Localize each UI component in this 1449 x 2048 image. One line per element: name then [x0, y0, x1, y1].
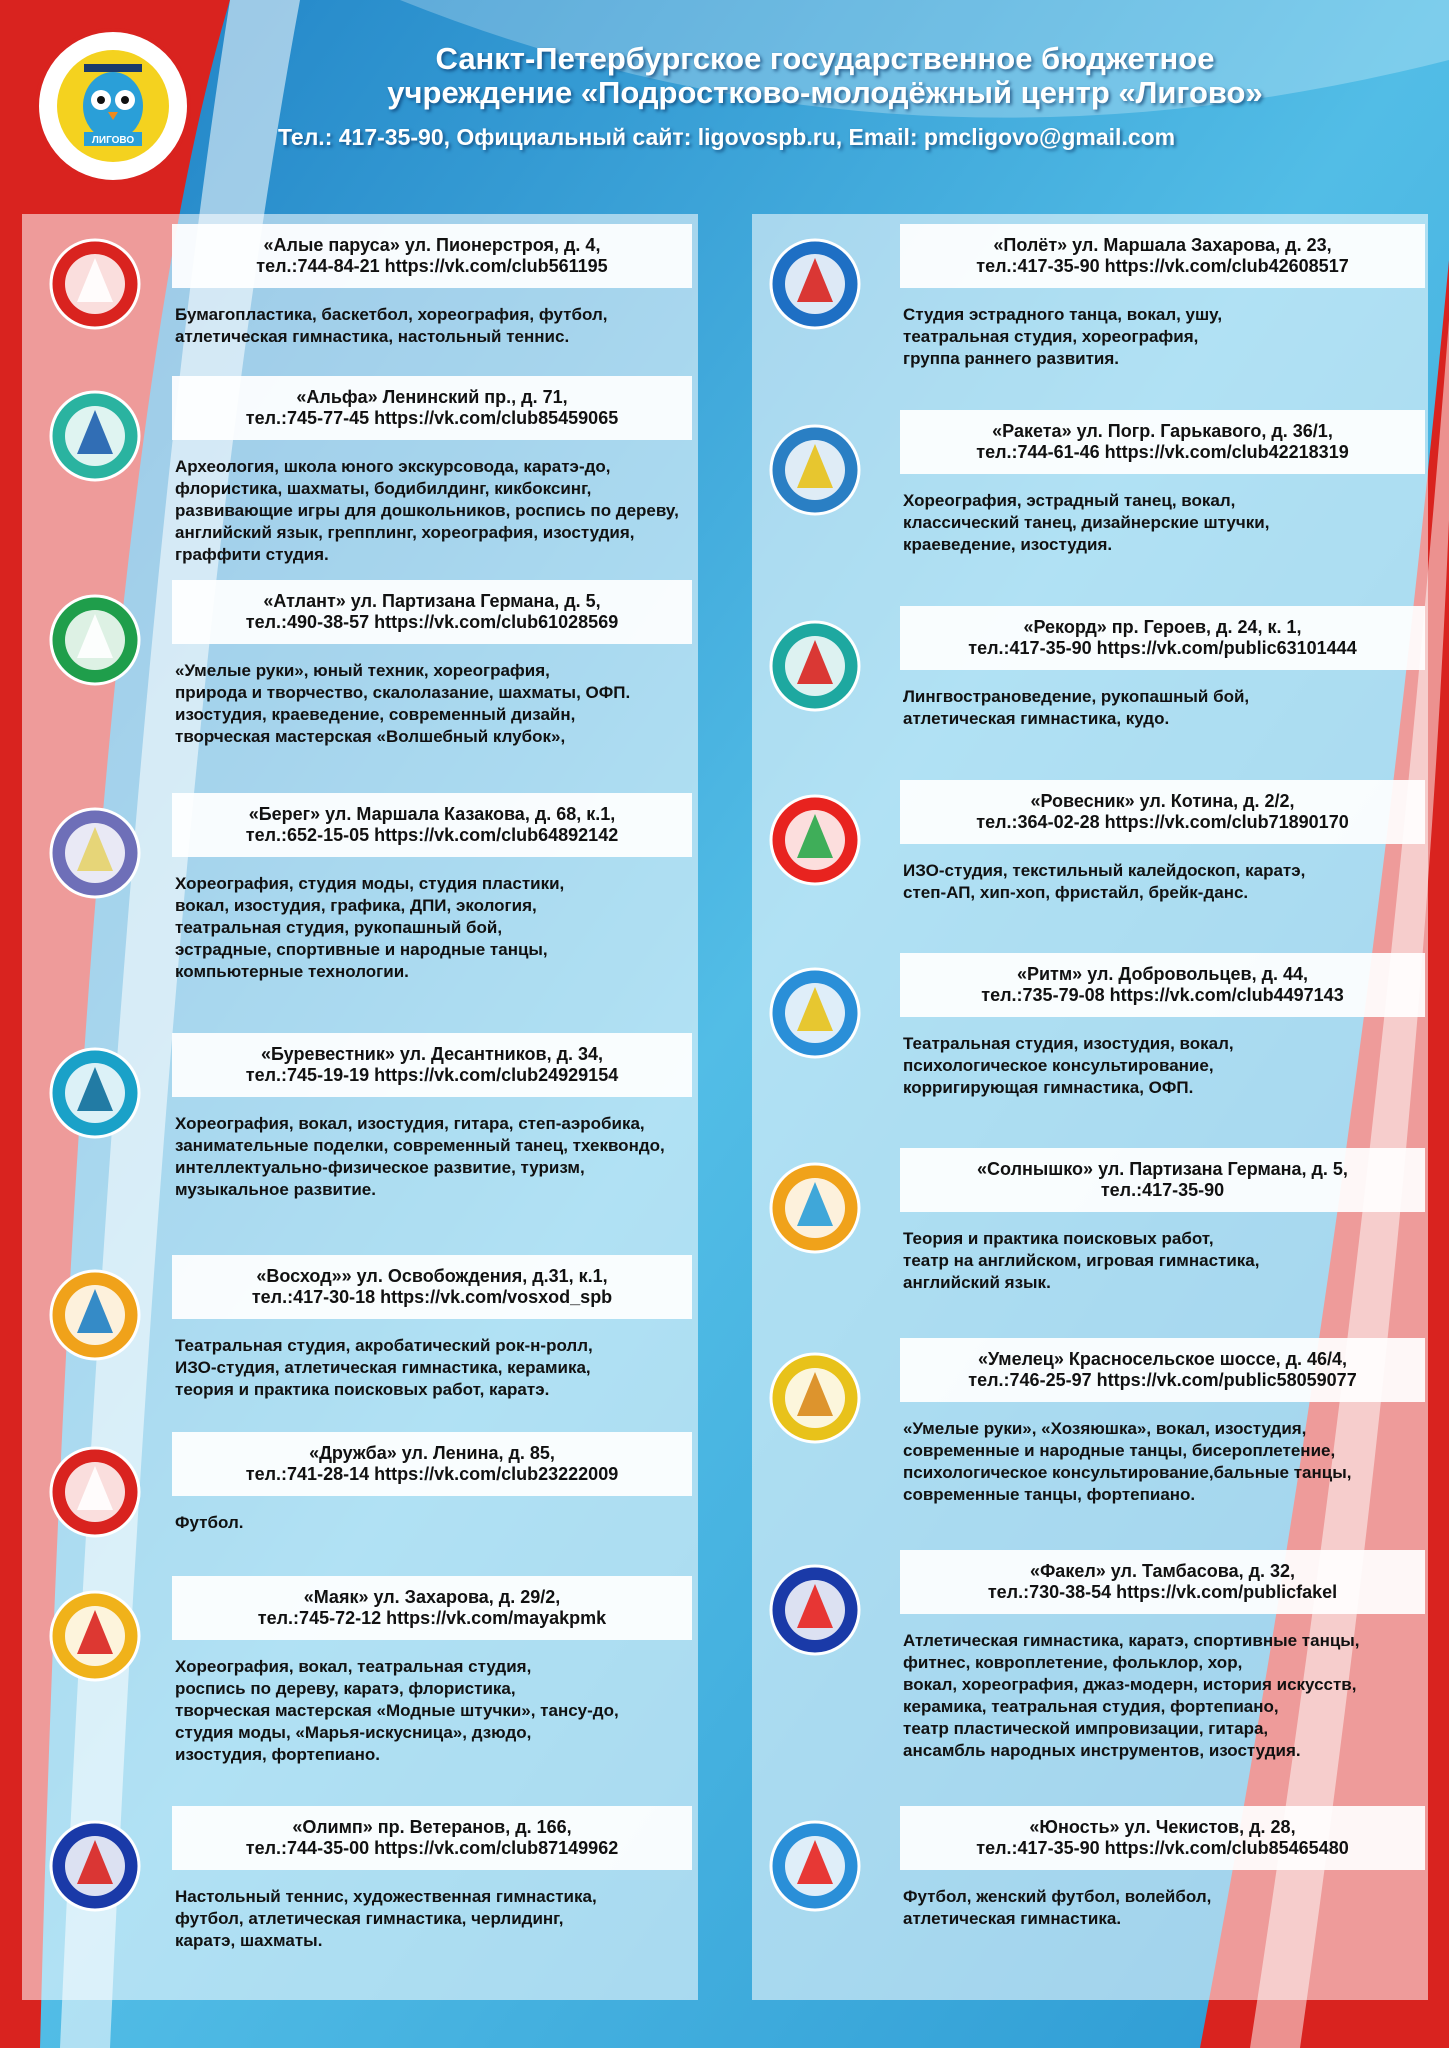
- club-phone-link[interactable]: тел.:744-84-21 https://vk.com/club561195: [256, 256, 608, 276]
- svg-text:ЛИГОВО: ЛИГОВО: [91, 135, 135, 146]
- club-phone-link[interactable]: тел.:745-72-12 https://vk.com/mayakpmk: [257, 1608, 607, 1628]
- club-phone-link[interactable]: тел.:741-28-14 https://vk.com/club23222009: [245, 1464, 619, 1484]
- fakel-logo-icon: [765, 1558, 865, 1664]
- club-activities-burevestnik: Хореография, вокал, изостудия, гитара, степ-аэробика, занимательные поделки, современный танец, тхеквондо, интеллектуально-физическое развитие, туризм, музыкальное развитие.: [175, 1114, 665, 1199]
- club-header-rekord: [900, 606, 1425, 670]
- contacts-line: Тел.: 417-35-90, Официальный сайт: ligovospb.ru, Email: pmcligovo@gmail.com: [278, 124, 1176, 150]
- club-activities-druzhba: Футбол.: [175, 1513, 244, 1532]
- club-activities-umelets: «Умелые руки», «Хозяюшка», вокал, изостудия, современные и народные танцы, бисероплетение, психологическое консультирование,бальные танцы, современные танцы, фортепиано.: [903, 1419, 1352, 1504]
- club-address: «Восход»» ул. Освобождения, д.31, к.1,: [256, 1266, 608, 1286]
- club-header-olimp: [172, 1806, 692, 1870]
- club-activities-raketa: Хореография, эстрадный танец, вокал, классический танец, дизайнерские штучки, краеведение, изостудия.: [903, 491, 1270, 554]
- club-address: «Факел» ул. Тамбасова, д. 32,: [1029, 1561, 1296, 1581]
- club-activities-rovesnik: ИЗО-студия, текстильный калейдоскоп, каратэ, степ-АП, хип-хоп, фристайл, брейк-данс.: [903, 861, 1306, 902]
- club-address: «Юность» ул. Чекистов, д. 28,: [1029, 1817, 1296, 1837]
- club-address: «Дружба» ул. Ленина, д. 85,: [309, 1443, 555, 1463]
- title-line-1: Санкт-Петербургское государственное бюджетное: [435, 41, 1215, 76]
- club-address: «Умелец» Красносельское шоссе, д. 46/4,: [977, 1349, 1348, 1369]
- club-activities-olimp: Настольный теннис, художественная гимнастика, футбол, атлетическая гимнастика, черлидинг, каратэ, шахматы.: [175, 1887, 597, 1950]
- rovesnik-logo-icon: [765, 788, 865, 894]
- club-activities-bereg: Хореография, студия моды, студия пластики, вокал, изостудия, графика, ДПИ, экология, театральная студия, рукопашный бой, эстрадные, спортивные и народные танцы, компьютерные технологии.: [175, 874, 565, 981]
- club-address: «Рекорд» пр. Героев, д. 24, к. 1,: [1023, 617, 1302, 637]
- club-address: «Ритм» ул. Добровольцев, д. 44,: [1016, 964, 1309, 984]
- club-header-burevestnik: [172, 1033, 692, 1097]
- club-phone-link[interactable]: тел.:745-19-19 https://vk.com/club24929154: [245, 1065, 619, 1085]
- club-header-bereg: [172, 793, 692, 857]
- club-phone-link[interactable]: тел.:746-25-97 https://vk.com/public58059077: [968, 1370, 1357, 1390]
- club-header-alfa: [172, 376, 692, 440]
- club-header-ritm: [900, 953, 1425, 1017]
- club-phone-link[interactable]: тел.:735-79-08 https://vk.com/club4497143: [981, 985, 1344, 1005]
- club-activities-solnyshko: Теория и практика поисковых работ, театр на английском, игровая гимнастика, английский язык.: [903, 1229, 1260, 1292]
- club-activities-yunost: Футбол, женский футбол, волейбол, атлетическая гимнастика.: [903, 1887, 1212, 1928]
- club-address: «Полёт» ул. Маршала Захарова, д. 23,: [993, 235, 1332, 255]
- club-phone-link[interactable]: тел.:490-38-57 https://vk.com/club61028569: [245, 612, 619, 632]
- yunost-logo-icon: [765, 1814, 865, 1920]
- club-phone-link[interactable]: тел.:417-30-18 https://vk.com/vosxod_spb: [251, 1287, 613, 1307]
- club-header-umelets: [900, 1338, 1425, 1402]
- club-header-alye-parusa: [172, 224, 692, 288]
- solnyshko-logo-icon: [765, 1156, 865, 1262]
- club-address: «Ракета» ул. Погр. Гарькавого, д. 36/1,: [992, 421, 1333, 441]
- club-activities-voskhod: Театральная студия, акробатический рок-н-ролл, ИЗО-студия, атлетическая гимнастика, керамика, теория и практика поисковых работ, каратэ.: [175, 1336, 593, 1399]
- umelets-logo-icon: [765, 1346, 865, 1452]
- page-title: [250, 42, 1400, 110]
- club-activities-atlant: «Умелые руки», юный техник, хореография, природа и творчество, скалолазание, шахматы, ОФП. изостудия, краеведение, современный дизайн, творческая мастерская «Волшебный клубок»,: [175, 661, 631, 746]
- atlant-logo-icon: [45, 588, 145, 694]
- club-address: «Берег» ул. Маршала Казакова, д. 68, к.1,: [248, 804, 616, 824]
- title-line-2: учреждение «Подростково-молодёжный центр «Лигово»: [387, 75, 1263, 110]
- club-header-mayak: [172, 1576, 692, 1640]
- club-address: «Олимп» пр. Ветеранов, д. 166,: [292, 1817, 572, 1837]
- polet-logo-icon: [765, 232, 865, 338]
- club-address: «Ровесник» ул. Котина, д. 2/2,: [1030, 791, 1295, 811]
- club-activities-polet: Студия эстрадного танца, вокал, ушу, театральная студия, хореография, группа раннего развития.: [903, 305, 1223, 368]
- burevestnik-logo-icon: [45, 1041, 145, 1147]
- club-phone-link[interactable]: тел.:745-77-45 https://vk.com/club85459065: [245, 408, 619, 428]
- club-header-voskhod: [172, 1255, 692, 1319]
- ligovo-logo-icon: [28, 26, 198, 186]
- club-phone-link[interactable]: тел.:417-35-90 https://vk.com/club42608517: [976, 256, 1349, 276]
- club-header-druzhba: [172, 1432, 692, 1496]
- bereg-logo-icon: [45, 801, 145, 907]
- club-address: «Атлант» ул. Партизана Германа, д. 5,: [263, 591, 601, 611]
- club-address: «Буревестник» ул. Десантников, д. 34,: [260, 1044, 604, 1064]
- voskhod-logo-icon: [45, 1263, 145, 1369]
- club-header-atlant: [172, 580, 692, 644]
- club-phone-link[interactable]: тел.:730-38-54 https://vk.com/publicfakel: [987, 1582, 1338, 1602]
- raketa-logo-icon: [765, 418, 865, 524]
- club-activities-alye-parusa: Бумагопластика, баскетбол, хореография, футбол, атлетическая гимнастика, настольный теннис.: [175, 305, 608, 346]
- club-header-solnyshko: [900, 1148, 1425, 1212]
- ritm-logo-icon: [765, 961, 865, 1067]
- club-phone-link[interactable]: тел.:744-61-46 https://vk.com/club42218319: [976, 442, 1349, 462]
- club-phone-link[interactable]: тел.:364-02-28 https://vk.com/club71890170: [976, 812, 1349, 832]
- club-phone-link[interactable]: тел.:417-35-90: [1100, 1180, 1225, 1200]
- club-header-raketa: [900, 410, 1425, 474]
- club-activities-fakel: Атлетическая гимнастика, каратэ, спортивные танцы, фитнес, ковроплетение, фольклор, хор, вокал, хореография, джаз-модерн, история искусств, керамика, театральная студия, фортепиано, театр пластической импровизации, гитара, ансамбль народных инструментов, изостудия.: [903, 1631, 1360, 1760]
- club-phone-link[interactable]: тел.:417-35-90 https://vk.com/club85465480: [976, 1838, 1349, 1858]
- alfa-logo-icon: [45, 384, 145, 490]
- club-phone-link[interactable]: тел.:744-35-00 https://vk.com/club87149962: [245, 1838, 619, 1858]
- club-header-yunost: [900, 1806, 1425, 1870]
- club-activities-rekord: Лингвострановедение, рукопашный бой, атлетическая гимнастика, кудо.: [903, 687, 1250, 728]
- olimp-logo-icon: [45, 1814, 145, 1920]
- club-phone-link[interactable]: тел.:652-15-05 https://vk.com/club64892142: [245, 825, 619, 845]
- club-address: «Солнышко» ул. Партизана Германа, д. 5,: [977, 1159, 1348, 1179]
- sail-logo-icon: [45, 232, 145, 338]
- club-address: «Алые паруса» ул. Пионерстроя, д. 4,: [263, 235, 601, 255]
- club-address: «Альфа» Ленинский пр., д. 71,: [296, 387, 568, 407]
- club-header-fakel: [900, 1550, 1425, 1614]
- club-header-polet: [900, 224, 1425, 288]
- club-activities-mayak: Хореография, вокал, театральная студия, роспись по дереву, каратэ, флористика, творческая мастерская «Модные штучки», тансу-до, студия моды, «Марья-искусница», дзюдо, изостудия, фортепиано.: [175, 1657, 619, 1764]
- club-address: «Маяк» ул. Захарова, д. 29/2,: [303, 1587, 561, 1607]
- druzhba-logo-icon: [45, 1440, 145, 1546]
- club-activities-alfa: Археология, школа юного экскурсовода, каратэ-до, флористика, шахматы, бодибилдинг, кикбоксинг, развивающие игры для дошкольников, роспись по дереву, английский язык, грепплинг, хореография, изостудия, граффити студия.: [175, 457, 679, 564]
- club-activities-ritm: Театральная студия, изостудия, вокал, психологическое консультирование, корригирующая гимнастика, ОФП.: [903, 1034, 1234, 1097]
- club-phone-link[interactable]: тел.:417-35-90 https://vk.com/public63101444: [968, 638, 1357, 658]
- rekord-logo-icon: [765, 614, 865, 720]
- mayak-logo-icon: [45, 1584, 145, 1690]
- club-header-rovesnik: [900, 780, 1425, 844]
